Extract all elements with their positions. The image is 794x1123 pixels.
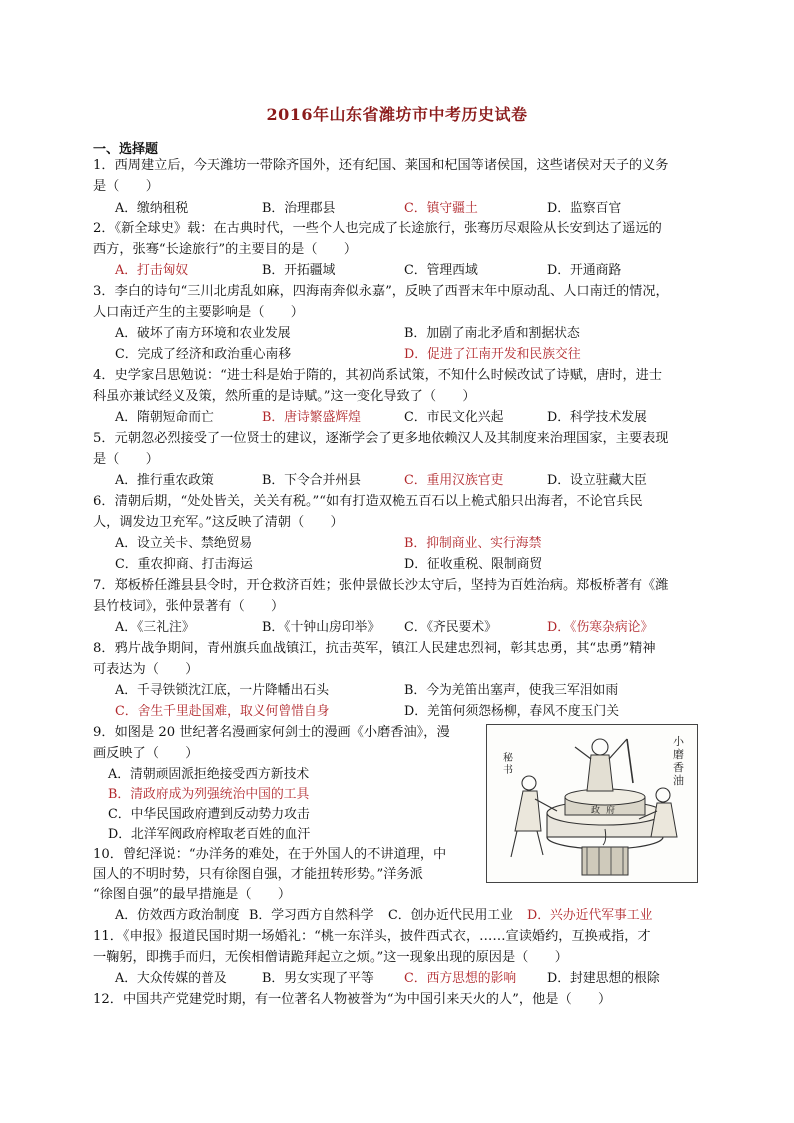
q5-option-a: A．推行重农政策 [115,473,214,488]
q5-option-d: D．设立驻藏大臣 [547,473,647,488]
q5-option-b: B．下令合并州县 [262,473,361,488]
q2-option-b: B．开拓疆域 [262,263,336,278]
cartoon-label-center: 政府 [591,806,622,816]
q1-option-b: B．治理郡县 [262,201,336,216]
q6-option-c: C．重农抑商、打击海运 [115,557,253,572]
cartoon-caption: 小磨香油 [673,735,684,787]
q4-option-c: C．市民文化兴起 [404,410,504,425]
question-7-line-1: 7．郑板桥任潍县县令时，开仓救济百姓；张仲景做长沙太守后，坚持为百姓治病。郑板桥著有《潍 [93,578,669,593]
question-10-line-2: 国人的不明时势，只有徐图自强，才能扭转形势。”洋务派 [93,867,423,882]
q2-option-a: A．打击匈奴 [115,263,189,278]
q11-option-d: D．封建思想的根除 [547,971,660,986]
q7-option-b: B．《十钟山房印举》 [262,620,381,635]
question-6-line-1: 6．清朝后期，“处处皆关，关关有税。”“如有打造双桅五百石以上桅式船只出海者，不论官兵民 [93,494,643,509]
q3-option-d: D．促进了江南开发和民族交往 [404,347,581,362]
question-1-line-1: 1．西周建立后，今天潍坊一带除齐国外，还有纪国、莱国和杞国等诸侯国，这些诸侯对天子的义务 [93,158,669,173]
q3-option-a: A．破坏了南方环境和农业发展 [115,326,291,341]
question-9-line-2: 画反映了（ ） [93,746,199,761]
q4-option-b: B．唐诗繁盛辉煌 [262,410,361,425]
q8-option-a: A．千寻铁锁沈江底，一片降幡出石头 [115,683,329,698]
question-2-line-1: 2．《新全球史》载：在古典时代，一些个人也完成了长途旅行，张骞历尽艰险从长安到达了遥远的 [93,221,662,236]
q9-option-c: C．中华民国政府遭到反动势力攻击 [108,807,310,822]
question-7-line-2: 县竹枝词》，张仲景著有（ ） [93,599,285,614]
question-12-line-1: 12．中国共产党建党时期，有一位著名人物被誉为“为中国引来天火的人”，他是（ ） [93,992,612,1007]
question-3-line-1: 3．李白的诗句“三川北虏乱如麻，四海南奔似永嘉”，反映了西晋末年中原动乱、人口南迁的情况， [93,284,669,299]
q9-option-b: B．清政府成为列强统治中国的工具 [108,787,310,802]
question-11-line-2: 一鞠躬，即携手而归，无俟相僧请跪拜起立之烦。”这一现象出现的原因是（ ） [93,950,568,965]
question-8-line-2: 可表达为（ ） [93,662,199,677]
q4-option-a: A．隋朝短命而亡 [115,410,214,425]
q6-option-d: D．征收重税、限制商贸 [404,557,543,572]
q1-option-d: D．监察百官 [547,201,622,216]
question-10-line-3: “徐图自强”的最早措施是（ ） [93,887,292,902]
q3-option-b: B．加剧了南北矛盾和割据状态 [404,326,580,341]
cartoon-figure [486,724,698,883]
question-4-line-2: 科虽亦兼试经义及策，然所重的是诗赋。”这一变化导致了（ ） [93,389,476,404]
question-1-line-2: 是（ ） [93,179,159,194]
q7-option-d: D．《伤寒杂病论》 [547,620,654,635]
cartoon-label-left: 秘书 [503,753,513,776]
q8-option-d: D．羌笛何须怨杨柳，春风不度玉门关 [404,704,620,719]
question-10-line-1: 10．曾纪泽说：“办洋务的难处，在于外国人的不讲道理，中 [93,847,447,862]
question-2-line-2: 西方，张骞“长途旅行”的主要目的是（ ） [93,242,358,257]
q6-option-b: B．抑制商业、实行海禁 [404,536,542,551]
q6-option-a: A．设立关卡、禁绝贸易 [115,536,253,551]
q1-option-c: C．镇守疆土 [404,201,478,216]
q10-option-c: C．创办近代民用工业 [388,908,513,923]
q11-option-b: B．男女实现了平等 [262,971,374,986]
q9-option-a: A．清朝顽固派拒绝接受西方新技术 [108,767,310,782]
q2-option-c: C．管理西域 [404,263,478,278]
q7-option-c: C．《齐民要术》 [404,620,497,635]
question-3-line-2: 人口南迁产生的主要影响是（ ） [93,305,304,320]
q10-option-a: A．仿效西方政治制度 [115,908,240,923]
question-11-line-1: 11．《申报》报道民国时期一场婚礼：“桃一东洋头，披件西式衣，……宣读婚约，互换戒指，才 [93,929,651,944]
q9-option-d: D．北洋军阀政府榨取老百姓的血汗 [108,827,311,842]
q11-option-a: A．大众传媒的普及 [115,971,227,986]
question-9-line-1: 9．如图是 20 世纪著名漫画家何剑士的漫画《小磨香油》，漫 [93,725,450,740]
q10-option-d: D．兴办近代军事工业 [527,908,653,923]
q1-option-a: A．缴纳租税 [115,201,189,216]
q8-option-c: C．舍生千里赴国难，取义何曾惜自身 [115,704,330,719]
question-5-line-1: 5．元朝忽必烈接受了一位贤士的建议，逐渐学会了更多地依赖汉人及其制度来治理国家，主要表现 [93,431,669,446]
q4-option-d: D．科学技术发展 [547,410,647,425]
q10-option-b: B．学习西方自然科学 [249,908,374,923]
q8-option-b: B．今为羌笛出塞声，使我三军泪如雨 [404,683,619,698]
question-4-line-1: 4．史学家吕思勉说：“进士科是始于隋的，其初尚系试策，不知什么时候改试了诗赋，唐时，进士 [93,368,663,383]
page-title: 2016年山东省潍坊市中考历史试卷 [266,105,528,124]
question-8-line-1: 8．鸦片战争期间，青州旗兵血战镇江，抗击英军，镇江人民建忠烈祠，彰其忠勇，其“忠勇”精神 [93,641,656,656]
q5-option-c: C．重用汉族官吏 [404,473,504,488]
q2-option-d: D．开通商路 [547,263,622,278]
q3-option-c: C．完成了经济和政治重心南移 [115,347,292,362]
q11-option-c: C．西方思想的影响 [404,971,517,986]
question-5-line-2: 是（ ） [93,452,159,467]
q7-option-a: A．《三礼注》 [115,620,195,635]
section-heading: 一、选择题 [93,142,159,157]
question-6-line-2: 人，调发边卫充军。”这反映了清朝（ ） [93,515,344,530]
